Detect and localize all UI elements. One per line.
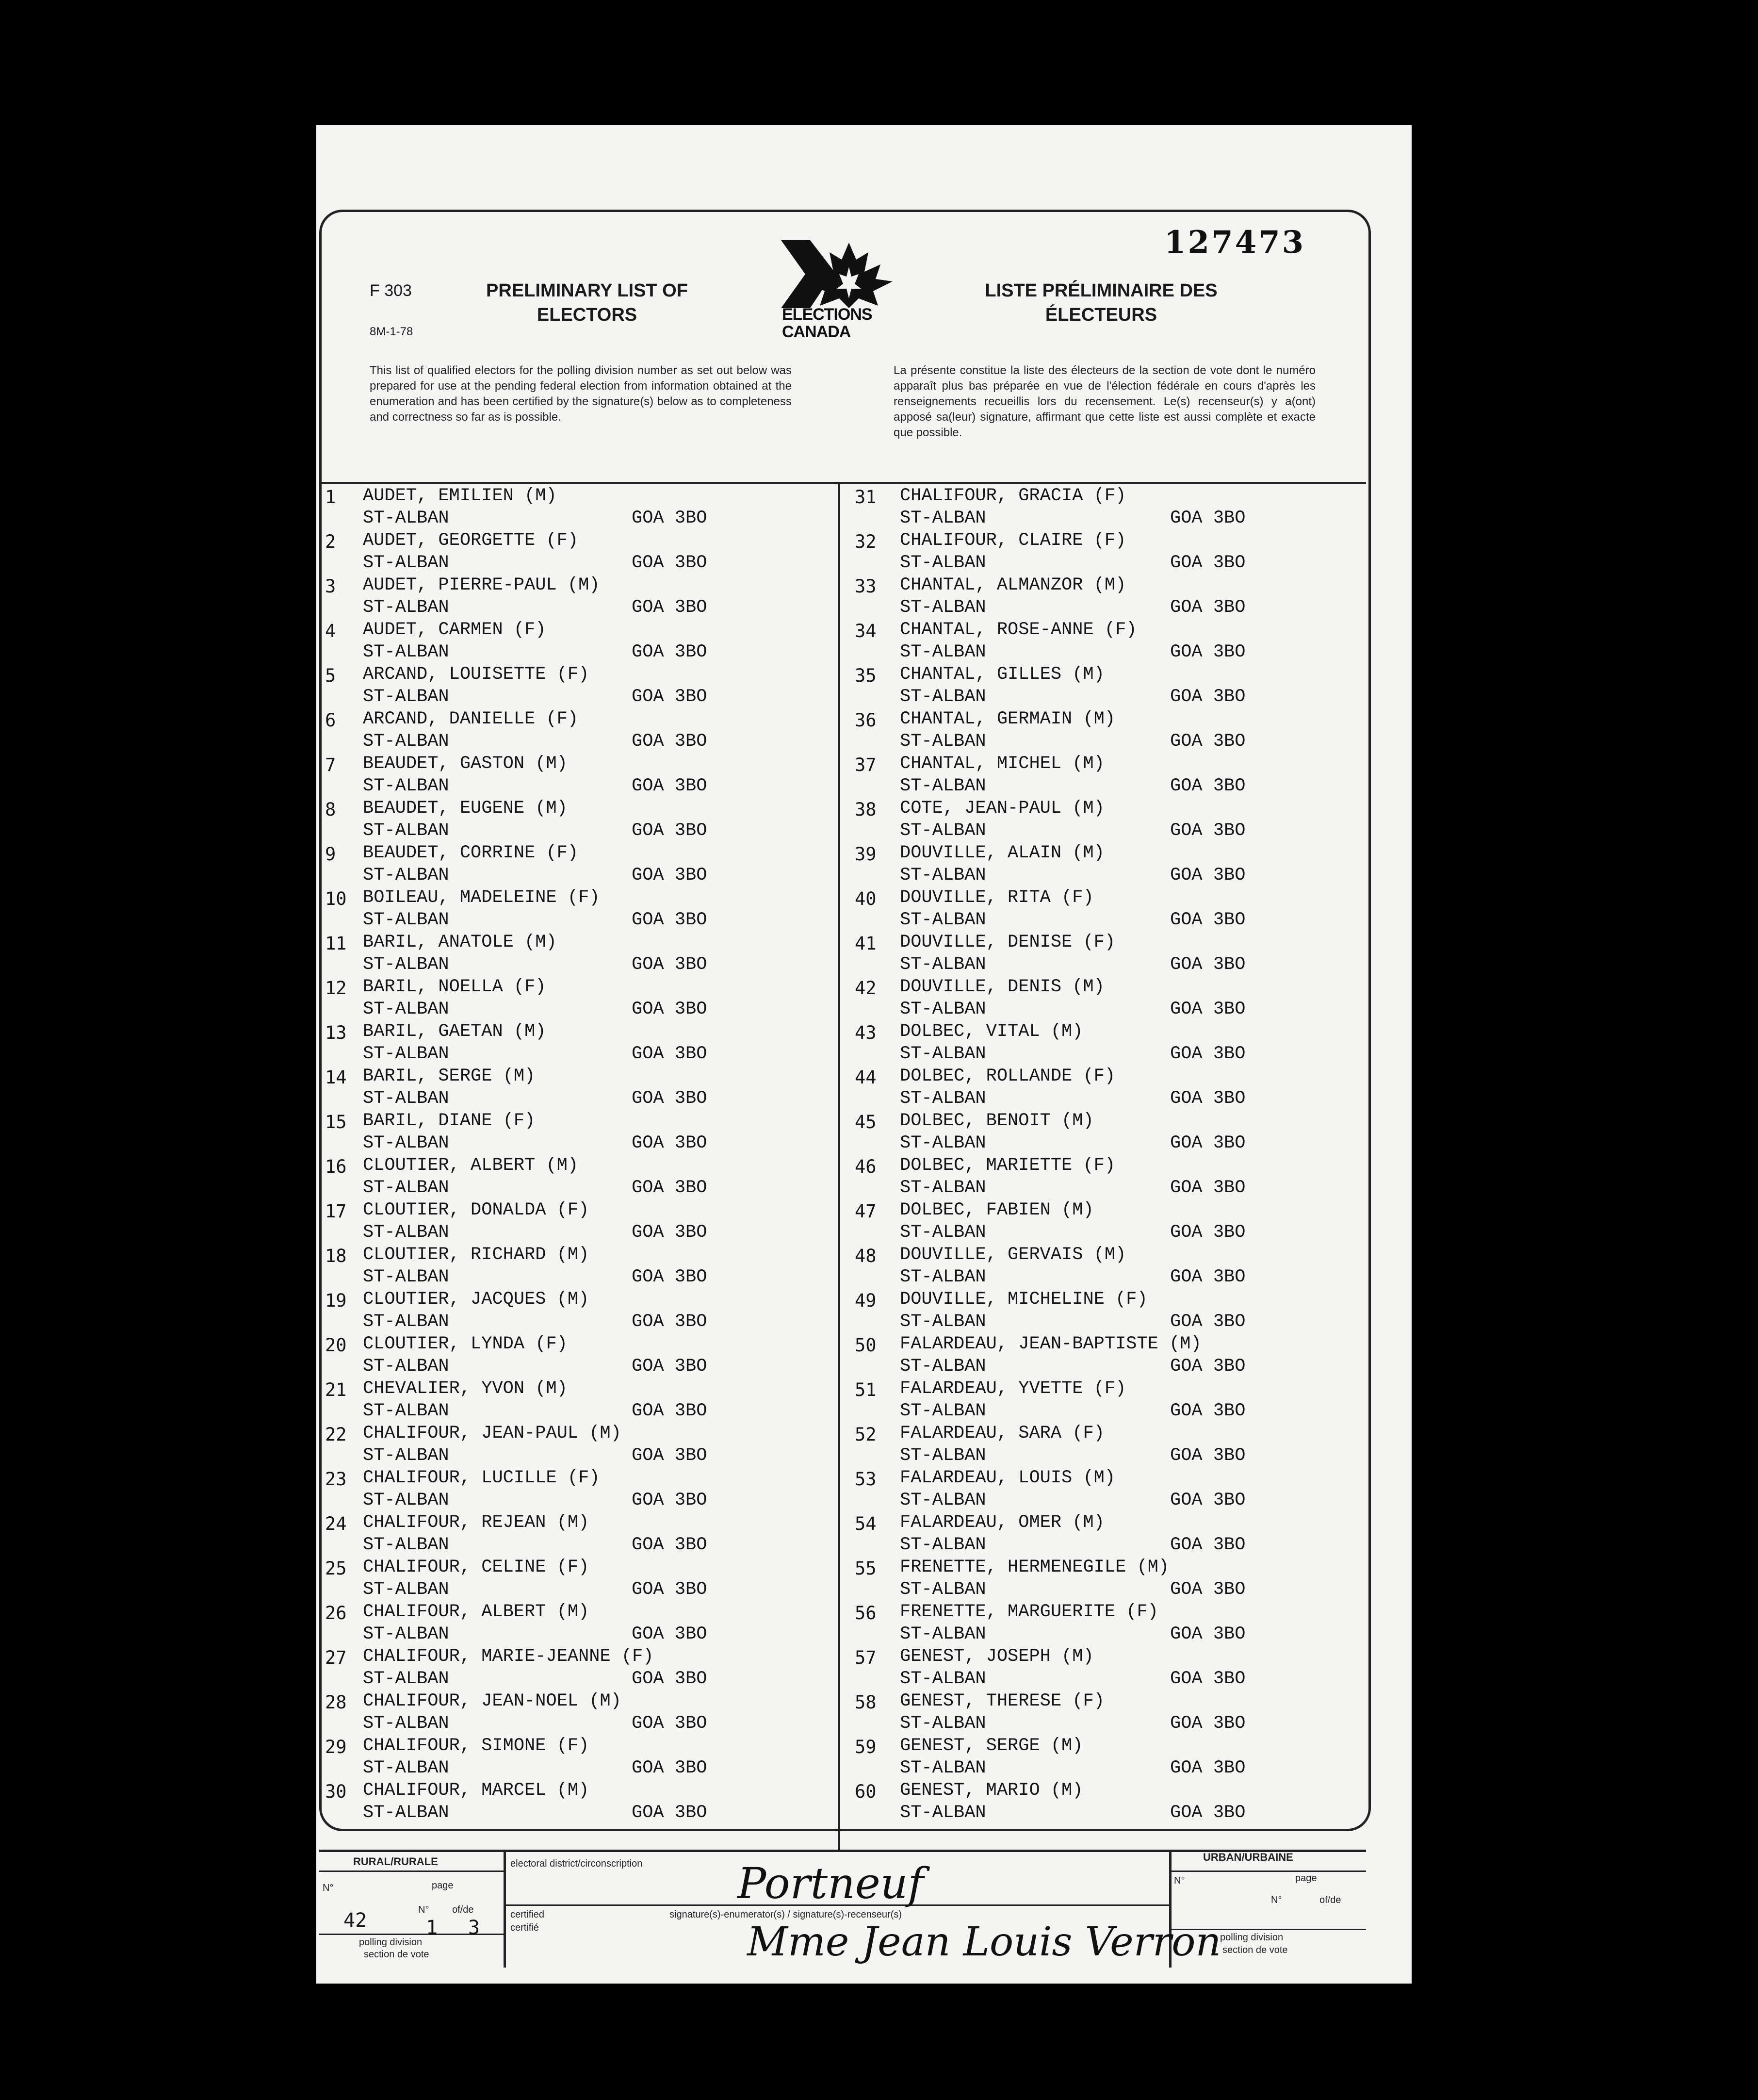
elector-number: 5 <box>325 665 336 686</box>
elector-place: ST-ALBAN <box>363 1758 449 1778</box>
elector-name: DOLBEC, BENOIT (M) <box>900 1111 1094 1131</box>
elector-place: ST-ALBAN <box>363 1044 449 1064</box>
elector-name: CHANTAL, GILLES (M) <box>900 664 1105 685</box>
elector-number: 54 <box>855 1513 877 1534</box>
elector-place: ST-ALBAN <box>363 508 449 528</box>
elector-place: ST-ALBAN <box>900 1669 986 1689</box>
elector-place: ST-ALBAN <box>363 1088 449 1109</box>
elector-postal-code: GOA 3BO <box>632 1312 707 1332</box>
elector-postal-code: GOA 3BO <box>632 776 707 796</box>
elector-number: 59 <box>855 1737 877 1757</box>
elector-number: 28 <box>325 1692 347 1713</box>
polling-label-fr: section de vote <box>364 1949 429 1960</box>
elector-postal-code: GOA 3BO <box>632 1133 707 1153</box>
elector-place: ST-ALBAN <box>900 999 986 1019</box>
elector-name: CHANTAL, ALMANZOR (M) <box>900 575 1126 595</box>
elector-place: ST-ALBAN <box>363 1624 449 1644</box>
elector-place: ST-ALBAN <box>900 687 986 707</box>
elector-postal-code: GOA 3BO <box>632 1222 707 1243</box>
elector-postal-code: GOA 3BO <box>632 1713 707 1734</box>
elector-number: 38 <box>855 799 877 820</box>
elector-number: 1 <box>325 487 336 508</box>
elector-name: CLOUTIER, JACQUES (M) <box>363 1289 589 1310</box>
elector-place: ST-ALBAN <box>900 597 986 618</box>
elector-postal-code: GOA 3BO <box>632 1490 707 1510</box>
elector-number: 37 <box>855 755 877 775</box>
elector-postal-code: GOA 3BO <box>632 1088 707 1109</box>
elector-postal-code: GOA 3BO <box>632 1758 707 1778</box>
elector-postal-code: GOA 3BO <box>1170 687 1246 707</box>
elector-number: 10 <box>325 888 347 909</box>
rural-no-small-label: N° <box>418 1904 429 1915</box>
elector-place: ST-ALBAN <box>900 1758 986 1778</box>
page-number: 1 <box>426 1917 438 1939</box>
elector-name: ARCAND, DANIELLE (F) <box>363 709 579 729</box>
elector-place: ST-ALBAN <box>363 1133 449 1153</box>
elector-place: ST-ALBAN <box>363 1312 449 1332</box>
elector-place: ST-ALBAN <box>363 553 449 573</box>
elector-number: 33 <box>855 576 877 597</box>
footer-rule-3 <box>1169 1870 1366 1872</box>
elector-postal-code: GOA 3BO <box>1170 1178 1246 1198</box>
urban-ofde-label: of/de <box>1319 1895 1341 1905</box>
elector-number: 60 <box>855 1781 877 1802</box>
elector-place: ST-ALBAN <box>363 687 449 707</box>
elector-name: DOUVILLE, ALAIN (M) <box>900 843 1105 863</box>
elector-place: ST-ALBAN <box>363 597 449 618</box>
elector-name: CHALIFOUR, CELINE (F) <box>363 1557 589 1577</box>
elector-name: GENEST, JOSEPH (M) <box>900 1646 1094 1667</box>
elector-name: FALARDEAU, JEAN-BAPTISTE (M) <box>900 1334 1202 1354</box>
elector-place: ST-ALBAN <box>900 1222 986 1243</box>
elector-place: ST-ALBAN <box>900 954 986 975</box>
elector-place: ST-ALBAN <box>900 553 986 573</box>
elector-postal-code: GOA 3BO <box>1170 1222 1246 1243</box>
elector-number: 12 <box>325 978 347 999</box>
elector-place: ST-ALBAN <box>900 1713 986 1734</box>
elector-name: CHEVALIER, YVON (M) <box>363 1378 568 1399</box>
elector-postal-code: GOA 3BO <box>1170 1669 1246 1689</box>
footer-rule-1 <box>319 1870 504 1872</box>
elector-postal-code: GOA 3BO <box>1170 1535 1246 1555</box>
elector-name: BARIL, SERGE (M) <box>363 1066 536 1086</box>
elector-name: BEAUDET, GASTON (M) <box>363 754 568 774</box>
elector-postal-code: GOA 3BO <box>1170 1401 1246 1421</box>
elector-postal-code: GOA 3BO <box>632 1624 707 1644</box>
intro-french: La présente constitue la liste des électeurs de la section de vote dont le numéro apparaît plus bas préparée en vue de l'élection fédérale en cours d'après les renseignements recueillis lors du recensement. Le(s) recenseur(s) y a(ont) apposé sa(leur) signature, affirmant que cette liste est aussi complète et exacte que possible. <box>894 364 1316 439</box>
elector-postal-code: GOA 3BO <box>632 1535 707 1555</box>
elector-name: AUDET, GEORGETTE (F) <box>363 530 579 551</box>
elector-number: 55 <box>855 1558 877 1579</box>
elector-name: CHANTAL, GERMAIN (M) <box>900 709 1116 729</box>
elector-name: GENEST, MARIO (M) <box>900 1780 1083 1801</box>
elector-place: ST-ALBAN <box>363 642 449 662</box>
elector-number: 58 <box>855 1692 877 1713</box>
elector-name: COTE, JEAN-PAUL (M) <box>900 798 1105 819</box>
elector-postal-code: GOA 3BO <box>1170 1356 1246 1377</box>
elector-number: 45 <box>855 1112 877 1132</box>
elector-number: 14 <box>325 1067 347 1088</box>
elector-number: 4 <box>325 621 336 641</box>
elector-number: 48 <box>855 1246 877 1266</box>
signature-label: signature(s)-enumerator(s) / signature(s)-recenseur(s) <box>669 1909 902 1920</box>
elector-name: FRENETTE, HERMENEGILE (M) <box>900 1557 1170 1577</box>
elector-name: BOILEAU, MADELEINE (F) <box>363 887 600 908</box>
elector-postal-code: GOA 3BO <box>1170 1445 1246 1466</box>
elector-name: AUDET, CARMEN (F) <box>363 620 546 640</box>
elector-number: 42 <box>855 978 877 999</box>
elector-number: 9 <box>325 844 336 865</box>
elector-name: BARIL, ANATOLE (M) <box>363 932 557 952</box>
elector-place: ST-ALBAN <box>900 1312 986 1332</box>
elector-place: ST-ALBAN <box>900 1803 986 1823</box>
elector-postal-code: GOA 3BO <box>632 1803 707 1823</box>
elector-number: 2 <box>325 531 336 552</box>
elector-postal-code: GOA 3BO <box>1170 1803 1246 1823</box>
certified-label-fr: certifié <box>510 1922 539 1933</box>
elector-place: ST-ALBAN <box>363 1445 449 1466</box>
elector-name: BARIL, NOELLA (F) <box>363 977 546 997</box>
footer-divider-left <box>504 1851 506 1968</box>
elector-number: 43 <box>855 1022 877 1043</box>
elector-place: ST-ALBAN <box>363 1267 449 1287</box>
elector-postal-code: GOA 3BO <box>1170 999 1246 1019</box>
enumerator-signature: Mme Jean Louis Verron <box>747 1919 1221 1965</box>
elector-name: BEAUDET, CORRINE (F) <box>363 843 579 863</box>
elector-place: ST-ALBAN <box>363 1669 449 1689</box>
elector-number: 53 <box>855 1469 877 1490</box>
list-top-rule <box>319 482 1366 484</box>
elector-name: CHALIFOUR, ALBERT (M) <box>363 1602 589 1622</box>
elector-postal-code: GOA 3BO <box>632 508 707 528</box>
elector-place: ST-ALBAN <box>363 1490 449 1510</box>
elector-number: 3 <box>325 576 336 597</box>
column-divider <box>838 482 840 1851</box>
elector-place: ST-ALBAN <box>363 999 449 1019</box>
elector-number: 15 <box>325 1112 347 1132</box>
urban-polling-label-en: polling division <box>1220 1932 1284 1943</box>
elector-postal-code: GOA 3BO <box>1170 597 1246 618</box>
elector-postal-code: GOA 3BO <box>632 1044 707 1064</box>
elector-name: DOUVILLE, GERVAIS (M) <box>900 1245 1126 1265</box>
elector-name: CHALIFOUR, CLAIRE (F) <box>900 530 1126 551</box>
elector-place: ST-ALBAN <box>363 1579 449 1600</box>
elector-postal-code: GOA 3BO <box>632 1267 707 1287</box>
urban-polling-label-fr: section de vote <box>1222 1945 1288 1955</box>
rural-ofde-label: of/de <box>452 1904 474 1915</box>
elector-number: 50 <box>855 1335 877 1356</box>
elector-postal-code: GOA 3BO <box>632 1445 707 1466</box>
elector-name: DOLBEC, VITAL (M) <box>900 1021 1083 1042</box>
elector-name: BARIL, DIANE (F) <box>363 1111 536 1131</box>
elector-postal-code: GOA 3BO <box>1170 954 1246 975</box>
elector-postal-code: GOA 3BO <box>1170 1579 1246 1600</box>
elector-postal-code: GOA 3BO <box>632 1579 707 1600</box>
elector-number: 40 <box>855 888 877 909</box>
elector-number: 35 <box>855 665 877 686</box>
elector-postal-code: GOA 3BO <box>632 954 707 975</box>
elector-number: 17 <box>325 1201 347 1222</box>
elector-name: DOLBEC, ROLLANDE (F) <box>900 1066 1116 1086</box>
page-total: 3 <box>468 1917 480 1939</box>
elector-name: CLOUTIER, LYNDA (F) <box>363 1334 568 1354</box>
elector-postal-code: GOA 3BO <box>1170 1713 1246 1734</box>
elector-place: ST-ALBAN <box>900 731 986 752</box>
elector-number: 11 <box>325 933 347 954</box>
elector-number: 34 <box>855 621 877 641</box>
elector-postal-code: GOA 3BO <box>1170 731 1246 752</box>
elector-number: 7 <box>325 755 336 775</box>
elector-number: 46 <box>855 1156 877 1177</box>
elector-postal-code: GOA 3BO <box>632 1356 707 1377</box>
elector-number: 8 <box>325 799 336 820</box>
elector-postal-code: GOA 3BO <box>632 865 707 886</box>
elector-name: CHALIFOUR, MARCEL (M) <box>363 1780 589 1801</box>
elector-number: 30 <box>325 1781 347 1802</box>
elector-place: ST-ALBAN <box>363 1178 449 1198</box>
elector-number: 20 <box>325 1335 347 1356</box>
elector-name: CLOUTIER, ALBERT (M) <box>363 1155 579 1176</box>
elector-place: ST-ALBAN <box>900 1088 986 1109</box>
elector-place: ST-ALBAN <box>900 1535 986 1555</box>
elector-number: 13 <box>325 1022 347 1043</box>
elector-postal-code: GOA 3BO <box>632 687 707 707</box>
elector-name: FRENETTE, MARGUERITE (F) <box>900 1602 1158 1622</box>
elector-number: 18 <box>325 1246 347 1266</box>
elector-name: BEAUDET, EUGENE (M) <box>363 798 568 819</box>
elector-number: 47 <box>855 1201 877 1222</box>
elector-place: ST-ALBAN <box>900 820 986 841</box>
elector-number: 41 <box>855 933 877 954</box>
form-code: F 303 <box>370 281 412 300</box>
elector-postal-code: GOA 3BO <box>1170 1044 1246 1064</box>
elector-place: ST-ALBAN <box>363 865 449 886</box>
elector-name: CLOUTIER, DONALDA (F) <box>363 1200 589 1220</box>
elector-name: CHANTAL, ROSE-ANNE (F) <box>900 620 1137 640</box>
elector-postal-code: GOA 3BO <box>632 910 707 930</box>
elector-postal-code: GOA 3BO <box>1170 508 1246 528</box>
district-label: electoral district/circonscription <box>510 1858 643 1869</box>
elector-postal-code: GOA 3BO <box>1170 553 1246 573</box>
elector-number: 31 <box>855 487 877 508</box>
elector-number: 22 <box>325 1424 347 1445</box>
logo-text: ELECTIONS CANADA <box>782 305 872 341</box>
elector-name: GENEST, THERESE (F) <box>900 1691 1105 1711</box>
elector-postal-code: GOA 3BO <box>632 731 707 752</box>
elector-place: ST-ALBAN <box>900 910 986 930</box>
elector-number: 56 <box>855 1603 877 1624</box>
elector-place: ST-ALBAN <box>900 1624 986 1644</box>
elector-place: ST-ALBAN <box>363 954 449 975</box>
elector-postal-code: GOA 3BO <box>1170 820 1246 841</box>
elector-place: ST-ALBAN <box>900 1133 986 1153</box>
elector-place: ST-ALBAN <box>363 1803 449 1823</box>
elector-place: ST-ALBAN <box>363 1713 449 1734</box>
elector-postal-code: GOA 3BO <box>632 597 707 618</box>
elector-name: DOLBEC, FABIEN (M) <box>900 1200 1094 1220</box>
elector-number: 52 <box>855 1424 877 1445</box>
elector-number: 36 <box>855 710 877 731</box>
elector-place: ST-ALBAN <box>363 910 449 930</box>
elector-number: 27 <box>325 1647 347 1668</box>
elector-name: DOUVILLE, MICHELINE (F) <box>900 1289 1148 1310</box>
rural-page-label: page <box>432 1880 454 1891</box>
elector-place: ST-ALBAN <box>900 1044 986 1064</box>
elector-number: 25 <box>325 1558 347 1579</box>
elector-name: DOUVILLE, DENIS (M) <box>900 977 1105 997</box>
maple-leaf-x-icon <box>776 238 917 311</box>
elector-postal-code: GOA 3BO <box>632 642 707 662</box>
elector-postal-code: GOA 3BO <box>632 1401 707 1421</box>
elector-name: CHALIFOUR, SIMONE (F) <box>363 1736 589 1756</box>
elector-place: ST-ALBAN <box>363 820 449 841</box>
elector-place: ST-ALBAN <box>900 1490 986 1510</box>
elector-postal-code: GOA 3BO <box>1170 865 1246 886</box>
serial-number: 127473 <box>1164 224 1306 261</box>
elector-name: ARCAND, LOUISETTE (F) <box>363 664 589 685</box>
elector-name: CHALIFOUR, REJEAN (M) <box>363 1512 589 1533</box>
elector-number: 23 <box>325 1469 347 1490</box>
title-french: LISTE PRÉLIMINAIRE DES ÉLECTEURS <box>985 280 1218 325</box>
elector-name: BARIL, GAETAN (M) <box>363 1021 546 1042</box>
elector-name: CHALIFOUR, JEAN-NOEL (M) <box>363 1691 621 1711</box>
form-date: 8M-1-78 <box>370 325 413 338</box>
elector-postal-code: GOA 3BO <box>632 1178 707 1198</box>
elector-postal-code: GOA 3BO <box>1170 1267 1246 1287</box>
elector-name: GENEST, SERGE (M) <box>900 1736 1083 1756</box>
elector-name: CHALIFOUR, JEAN-PAUL (M) <box>363 1423 621 1444</box>
elector-number: 26 <box>325 1603 347 1624</box>
elector-name: CHALIFOUR, GRACIA (F) <box>900 486 1126 506</box>
elector-name: AUDET, PIERRE-PAUL (M) <box>363 575 600 595</box>
polling-label-en: polling division <box>359 1937 423 1948</box>
elector-postal-code: GOA 3BO <box>1170 1758 1246 1778</box>
elector-postal-code: GOA 3BO <box>1170 776 1246 796</box>
elector-number: 51 <box>855 1379 877 1400</box>
urban-no-label: N° <box>1174 1875 1185 1886</box>
elector-name: DOUVILLE, RITA (F) <box>900 887 1094 908</box>
elector-place: ST-ALBAN <box>900 865 986 886</box>
elector-name: CHALIFOUR, MARIE-JEANNE (F) <box>363 1646 654 1667</box>
elector-postal-code: GOA 3BO <box>632 820 707 841</box>
rural-no-label: N° <box>323 1883 334 1893</box>
elector-place: ST-ALBAN <box>363 776 449 796</box>
elector-place: ST-ALBAN <box>900 642 986 662</box>
elector-postal-code: GOA 3BO <box>1170 1312 1246 1332</box>
elector-place: ST-ALBAN <box>363 1222 449 1243</box>
elector-place: ST-ALBAN <box>900 1178 986 1198</box>
elector-postal-code: GOA 3BO <box>1170 1088 1246 1109</box>
elector-number: 16 <box>325 1156 347 1177</box>
elector-postal-code: GOA 3BO <box>1170 1490 1246 1510</box>
elector-postal-code: GOA 3BO <box>632 999 707 1019</box>
elector-number: 44 <box>855 1067 877 1088</box>
elector-name: CHANTAL, MICHEL (M) <box>900 754 1105 774</box>
elector-place: ST-ALBAN <box>900 1445 986 1466</box>
elector-number: 29 <box>325 1737 347 1757</box>
elector-name: DOLBEC, MARIETTE (F) <box>900 1155 1116 1176</box>
elections-canada-logo <box>776 238 917 340</box>
intro-english: This list of qualified electors for the polling division number as set out below was prepared for use at the pending federal election from information obtained at the enumeration and has been certified by the signature(s) below as to completeness and correctness so far as is possible. <box>370 364 792 424</box>
polling-division-number: 42 <box>343 1909 367 1932</box>
elector-place: ST-ALBAN <box>363 1401 449 1421</box>
elector-place: ST-ALBAN <box>900 1267 986 1287</box>
elector-number: 6 <box>325 710 336 731</box>
urban-label: URBAN/URBAINE <box>1203 1851 1293 1863</box>
elector-postal-code: GOA 3BO <box>632 1669 707 1689</box>
elector-place: ST-ALBAN <box>900 1356 986 1377</box>
elector-place: ST-ALBAN <box>900 1401 986 1421</box>
elector-postal-code: GOA 3BO <box>1170 910 1246 930</box>
elector-name: AUDET, EMILIEN (M) <box>363 486 557 506</box>
elector-name: FALARDEAU, OMER (M) <box>900 1512 1105 1533</box>
certified-label-en: certified <box>510 1909 545 1920</box>
elector-number: 39 <box>855 844 877 865</box>
urban-no2-label: N° <box>1271 1895 1282 1905</box>
elector-number: 32 <box>855 531 877 552</box>
elector-place: ST-ALBAN <box>900 776 986 796</box>
elector-place: ST-ALBAN <box>363 1535 449 1555</box>
title-english: PRELIMINARY LIST OF ELECTORS <box>486 280 688 325</box>
elector-place: ST-ALBAN <box>900 508 986 528</box>
elector-place: ST-ALBAN <box>363 731 449 752</box>
elector-number: 49 <box>855 1290 877 1311</box>
elector-name: FALARDEAU, SARA (F) <box>900 1423 1105 1444</box>
elector-name: CLOUTIER, RICHARD (M) <box>363 1245 589 1265</box>
elector-postal-code: GOA 3BO <box>1170 1624 1246 1644</box>
elector-number: 21 <box>325 1379 347 1400</box>
elector-place: ST-ALBAN <box>363 1356 449 1377</box>
rural-label: RURAL/RURALE <box>353 1855 438 1868</box>
elector-place: ST-ALBAN <box>900 1579 986 1600</box>
elector-postal-code: GOA 3BO <box>1170 1133 1246 1153</box>
district-handwritten: Portneuf <box>737 1858 924 1908</box>
elector-number: 19 <box>325 1290 347 1311</box>
elector-number: 24 <box>325 1513 347 1534</box>
elector-postal-code: GOA 3BO <box>1170 642 1246 662</box>
elector-name: FALARDEAU, LOUIS (M) <box>900 1468 1116 1488</box>
elector-name: DOUVILLE, DENISE (F) <box>900 932 1116 952</box>
elector-number: 57 <box>855 1647 877 1668</box>
elector-name: CHALIFOUR, LUCILLE (F) <box>363 1468 600 1488</box>
elector-name: FALARDEAU, YVETTE (F) <box>900 1378 1126 1399</box>
elector-postal-code: GOA 3BO <box>632 553 707 573</box>
urban-page-label: page <box>1295 1873 1317 1884</box>
